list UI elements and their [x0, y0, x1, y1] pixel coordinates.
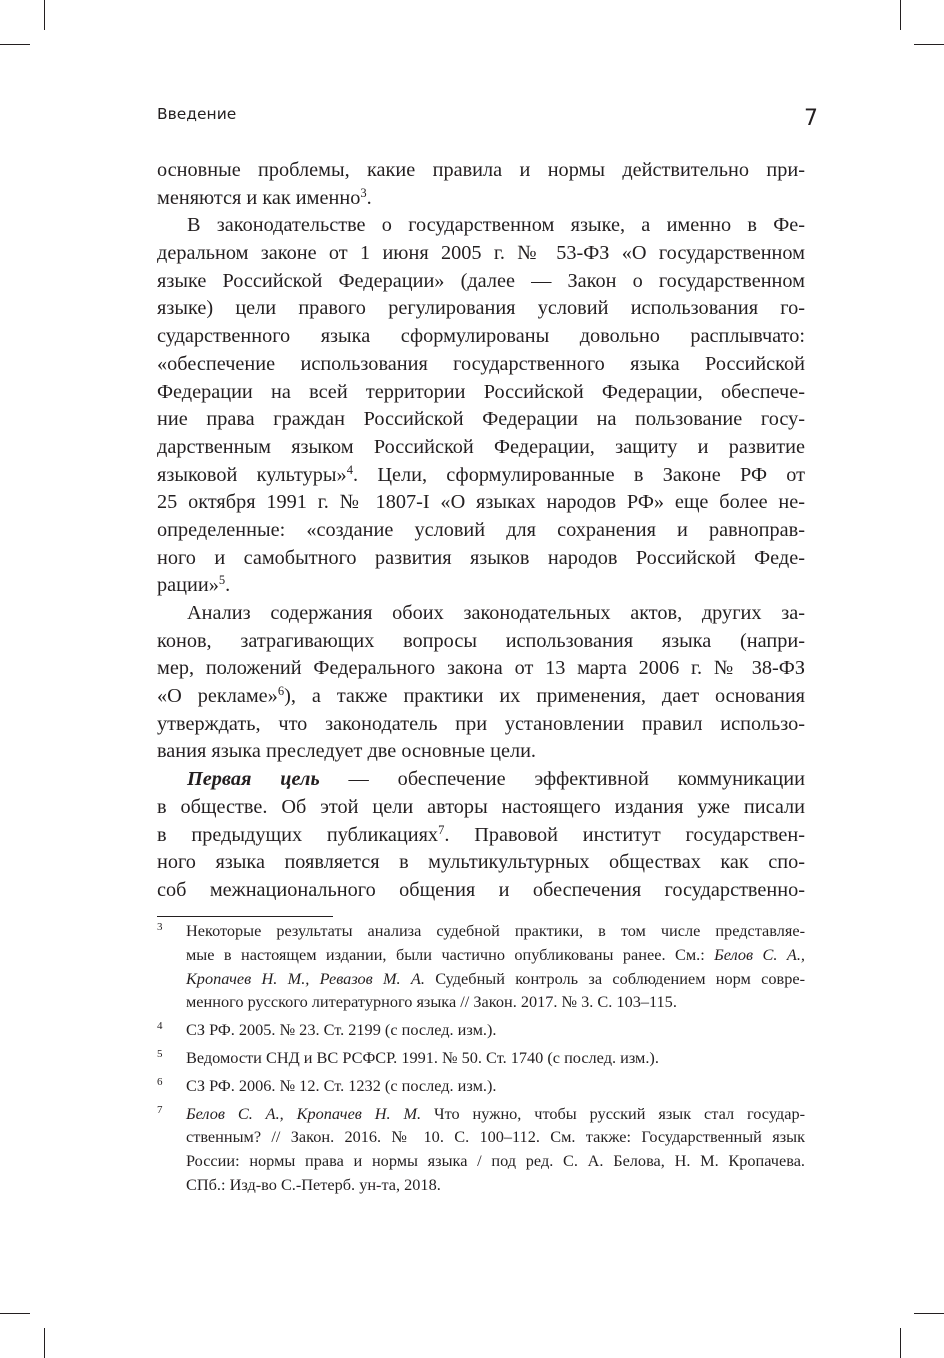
text-run: . Цели, сформулированные в Законе РФ от	[353, 463, 805, 486]
footnote-line	[186, 967, 805, 991]
footnote-line	[186, 943, 805, 967]
text-line	[157, 157, 805, 185]
running-header: Введение	[157, 105, 237, 123]
text-line	[157, 822, 805, 850]
text-run: соб межнационального общения и обеспечения государственно-	[157, 878, 805, 901]
text-run: основные проблемы, какие правила и нормы действительно при-	[157, 159, 805, 181]
crop-mark	[44, 0, 45, 30]
crop-mark	[900, 1328, 901, 1358]
footnote-line	[186, 1102, 805, 1126]
text-run: мые в настоящем издании, были частично опубликованы ранее. См.:	[186, 944, 715, 964]
text-line	[157, 849, 805, 877]
text-run: СЗ РФ. 2005. № 23. Ст. 2199 (с послед. изм.).	[186, 1020, 497, 1040]
text-run: ного языка появляется в мультикультурных обществах как спо-	[157, 851, 805, 874]
footnote-line	[186, 919, 805, 943]
footnote-number: 3	[157, 921, 163, 933]
page-number: 7	[804, 106, 818, 131]
text-line	[157, 185, 805, 213]
footnote-ref[interactable]: 7	[438, 822, 445, 837]
paragraph	[157, 766, 805, 904]
crop-mark	[900, 0, 901, 30]
text-run: Кропачев Н. М., Ревазов М. А.	[186, 968, 425, 988]
footnote-line	[186, 1149, 805, 1173]
crop-mark	[914, 44, 944, 45]
text-run: ), а также практики их применения, дает основания	[284, 685, 806, 708]
footnote-ref[interactable]: 6	[277, 684, 285, 699]
text-line	[157, 268, 805, 296]
text-run: языке Российской Федерации» (далее — Закон о государственном	[157, 269, 805, 292]
crop-mark	[44, 1328, 45, 1358]
text-run: вания языка преследует две основные цели.	[157, 740, 537, 763]
text-run: . Правовой институт государствен-	[444, 823, 805, 846]
text-run: сударственного языка сформулированы довольно расплывчато:	[157, 325, 805, 348]
footnote	[157, 1102, 805, 1197]
text-line	[157, 462, 805, 490]
text-line	[157, 240, 805, 268]
footnote-number: 5	[157, 1047, 163, 1060]
footnote-line	[186, 1018, 805, 1042]
text-line	[157, 877, 805, 905]
text-line	[157, 406, 805, 434]
text-run: .	[366, 186, 372, 209]
paragraph	[157, 600, 805, 766]
crop-mark	[0, 1313, 30, 1314]
text-run: Что нужно, чтобы русский язык стал государ-	[421, 1103, 806, 1123]
text-run: СПб.: Изд-во С.-Петерб. ун-та, 2018.	[186, 1174, 441, 1194]
footnote-number: 6	[157, 1075, 163, 1088]
text-line	[157, 572, 805, 600]
text-line	[157, 545, 805, 573]
text-line	[157, 323, 805, 351]
text-run: в предыдущих публикациях	[157, 823, 439, 846]
footnote-line	[186, 1074, 805, 1098]
text-run: ного и самобытного развития языков народов Российской Феде-	[157, 546, 805, 569]
text-line	[157, 351, 805, 379]
text-run: языке) цели правого регулирования условий использования го-	[157, 297, 805, 320]
text-run: определенные: «создание условий для сохранения и равноправ-	[157, 518, 805, 541]
text-run: менного русского литературного языка // Закон. 2017. № 3. С. 103–115.	[186, 992, 677, 1012]
text-run: 25 октября 1991 г. № 1807-I «О языках народов РФ» еще более не-	[157, 491, 805, 514]
footnote-line	[186, 1125, 805, 1149]
text-line	[157, 683, 805, 711]
text-run: ственным? // Закон. 2016. № 10. С. 100–112. См. также: Государственный язык	[186, 1127, 805, 1147]
text-line	[157, 794, 805, 822]
crop-mark	[0, 44, 30, 45]
text-run: В законодательстве о государственном языке, а именно в Фе-	[187, 214, 805, 237]
text-run: дарственным языком Российской Федерации, защиту и развитие	[157, 435, 805, 458]
footnote-ref[interactable]: 5	[218, 573, 226, 588]
text-run: России: нормы права и нормы языка / под ред. С. А. Белова, Н. М. Кропачева.	[186, 1151, 805, 1171]
text-line	[157, 434, 805, 462]
text-line	[157, 379, 805, 407]
text-run: .	[225, 574, 231, 597]
text-line	[157, 655, 805, 683]
text-run: рации»	[157, 574, 219, 597]
text-line	[157, 628, 805, 656]
text-line	[157, 295, 805, 323]
text-run: ние права граждан Российской Федерации на пользование госу-	[157, 408, 805, 431]
text-run: Первая цель	[187, 768, 320, 791]
footnote-ref[interactable]: 4	[346, 462, 353, 477]
footnote-number: 7	[157, 1103, 163, 1116]
text-run: «обеспечение использования государственного языка Российской	[157, 352, 805, 375]
text-line	[157, 766, 805, 794]
text-run: СЗ РФ. 2006. № 12. Ст. 1232 (с послед. изм.).	[186, 1075, 497, 1095]
footnote	[157, 1046, 805, 1070]
text-line	[157, 517, 805, 545]
crop-mark	[914, 1313, 944, 1314]
text-run: мер, положений Федерального закона от 13 марта 2006 г. № 38-ФЗ	[157, 657, 805, 680]
text-run: меняются и как именно	[157, 186, 361, 209]
text-run: Белов С. А.,	[714, 944, 806, 964]
text-run: Анализ содержания обоих законодательных актов, других за-	[187, 602, 805, 624]
footnote	[157, 919, 805, 1014]
text-line	[157, 738, 805, 766]
text-line	[157, 600, 805, 628]
text-run: Некоторые результаты анализа судебной практики, в том числе представляе-	[186, 921, 805, 940]
text-run: — обеспечение эффективной коммуникации	[319, 768, 805, 791]
paragraph	[157, 157, 805, 212]
footnote-line	[186, 1173, 805, 1197]
footnote-line	[186, 1046, 805, 1070]
text-run: конов, затрагивающих вопросы использования языка (напри-	[157, 629, 805, 652]
text-run: в обществе. Об этой цели авторы настоящего издания уже писали	[157, 795, 805, 818]
text-line	[157, 711, 805, 739]
text-line	[157, 489, 805, 517]
footnote	[157, 1074, 805, 1098]
text-run: утверждать, что законодатель при установлении правил использо-	[157, 712, 805, 735]
paragraph	[157, 212, 805, 600]
footnote-line	[186, 990, 805, 1014]
footnote-rule	[157, 916, 333, 917]
footnotes	[157, 919, 805, 1201]
text-run: Федерации на всей территории Российской Федерации, обеспече-	[157, 380, 805, 403]
text-run: Белов С. А., Кропачев Н. М.	[186, 1103, 422, 1123]
text-run: Судебный контроль за соблюдением норм совре-	[424, 968, 805, 988]
footnote-ref[interactable]: 3	[360, 185, 367, 200]
text-run: Ведомости СНД и ВС РСФСР. 1991. № 50. Ст. 1740 (с послед. изм.).	[186, 1047, 659, 1067]
footnote-number: 4	[157, 1020, 163, 1033]
text-line	[157, 212, 805, 240]
text-run: «О рекламе»	[157, 685, 278, 708]
footnote	[157, 1018, 805, 1042]
text-run: языковой культуры»	[157, 463, 347, 486]
text-run: деральном законе от 1 июня 2005 г. № 53-ФЗ «О государственном	[157, 242, 805, 265]
body-text	[157, 157, 805, 905]
